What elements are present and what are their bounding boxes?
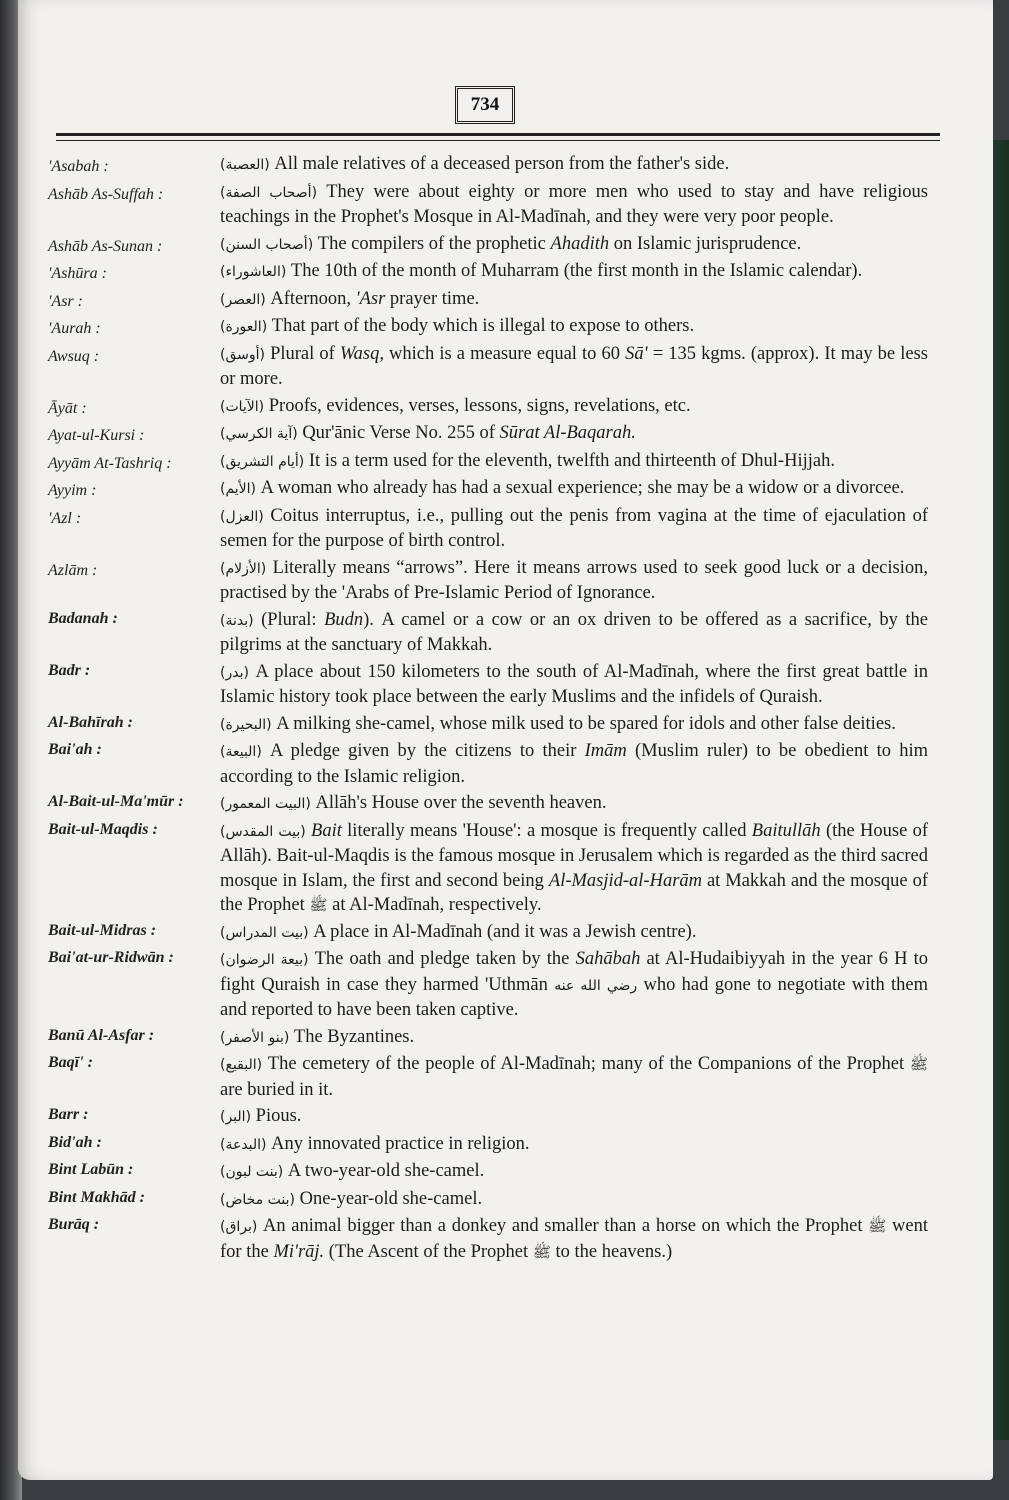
glossary-definition bbox=[220, 920, 928, 946]
glossary-term: Bai'at-ur-Ridwān : bbox=[48, 949, 174, 966]
glossary-definition bbox=[220, 259, 928, 285]
glossary-entry bbox=[48, 556, 928, 606]
glossary-term: Awsuq : bbox=[48, 347, 100, 365]
glossary-entry bbox=[48, 660, 928, 710]
definition-text: at Al-Hudaibiyyah in the year 6 H to fight Quraish in case they harmed 'Uthmān bbox=[220, 949, 928, 995]
glossary-term: 'Asr : bbox=[48, 292, 83, 310]
glossary-definition bbox=[220, 1104, 928, 1130]
definition-text: which is a measure equal to 60 bbox=[383, 343, 626, 364]
header-rule-thin bbox=[56, 140, 940, 141]
glossary-term: 'Ashūra : bbox=[48, 265, 107, 282]
glossary-term: Al-Bahīrah : bbox=[48, 713, 133, 731]
glossary-entry bbox=[48, 791, 928, 817]
definition-text: Qur'ānic Verse No. 255 of bbox=[297, 423, 500, 443]
glossary-definition bbox=[220, 819, 928, 918]
definition-text: (the House of Allāh). Bait-ul-Maqdis is the famous mosque in Jerusalem which is regarded as the third sacred mosque in Islam, the first and second being bbox=[220, 820, 928, 891]
definition-text: They were about eighty or more men who used to stay and have religious teachings in the Prophet's Mosque in Al-Madīnah, and they were very poor people. bbox=[220, 181, 928, 227]
italic-text: Budn bbox=[324, 609, 364, 630]
glossary-entry bbox=[48, 152, 928, 178]
glossary-term: Azlām : bbox=[48, 561, 98, 579]
arabic-text: (آية الكرسي) bbox=[220, 426, 298, 442]
arabic-text: (أيام التشريق) bbox=[220, 453, 305, 470]
definition-text: at Makkah and the mosque of the Prophet bbox=[220, 870, 928, 915]
glossary-definition bbox=[220, 394, 928, 420]
definition-text: went for the bbox=[220, 1216, 928, 1262]
glossary-definition bbox=[220, 504, 928, 554]
glossary-entry bbox=[48, 287, 928, 313]
definition-text: A place in Al-Madīnah (and it was a Jewish centre). bbox=[308, 921, 697, 942]
definition-text: An animal bigger than a donkey and smaller than a horse on which the Prophet bbox=[257, 1216, 869, 1236]
glossary-entry bbox=[48, 449, 928, 475]
definition-text: A place about 150 kilometers to the south of Al-Madīnah, where the first great battle in Islamic history took place between the early Muslims and the infidels of Quraish. bbox=[220, 661, 928, 707]
glossary-entry bbox=[48, 920, 928, 946]
glossary-term: Badr : bbox=[48, 661, 91, 679]
definition-text: who had gone to negotiate with them and reported to have been taken captive. bbox=[220, 974, 928, 1020]
definition-text: Afternoon, bbox=[265, 288, 356, 309]
glossary-definition bbox=[220, 608, 928, 658]
definition-text: A woman who already has had a sexual experience; she may be a widow or a divorcee. bbox=[256, 478, 905, 498]
glossary-term: 'Azl : bbox=[48, 509, 82, 527]
glossary-term: Ayyim : bbox=[48, 482, 97, 499]
arabic-text: (البيت المعمور) bbox=[220, 796, 311, 812]
glossary-definition bbox=[220, 947, 928, 1023]
arabic-text: (بيعة الرضوان) bbox=[220, 952, 309, 968]
glossary-definition bbox=[220, 476, 928, 502]
glossary-term: Al-Bait-ul-Ma'mūr : bbox=[48, 793, 184, 810]
glossary-definition bbox=[220, 421, 928, 447]
definition-text: Any innovated practice in religion. bbox=[266, 1133, 530, 1154]
definition-text: (Plural: bbox=[253, 609, 325, 630]
definition-text: Literally means “arrows”. Here it means arrows used to seek good luck or a decision, practised by the 'Arabs of Pre-Islamic Period of Ignorance. bbox=[220, 557, 928, 603]
definition-text: The compilers of the prophetic bbox=[313, 233, 551, 254]
glossary-definition bbox=[220, 449, 928, 475]
italic-text: Wasq, bbox=[339, 343, 384, 364]
glossary-definition bbox=[220, 1052, 928, 1102]
glossary-definition bbox=[220, 180, 928, 230]
italic-text: Mi'rāj. bbox=[273, 1241, 325, 1262]
glossary-entry bbox=[48, 739, 928, 789]
definition-text: on Islamic jurisprudence. bbox=[609, 233, 802, 254]
italic-text: Sūrat Al-Baqarah. bbox=[499, 423, 636, 443]
glossary-definition bbox=[220, 152, 928, 178]
glossary-definition bbox=[220, 712, 928, 738]
definition-text: Proofs, evidences, verses, lessons, signs, revelations, etc. bbox=[264, 395, 691, 416]
definition-text: One-year-old she-camel. bbox=[294, 1188, 483, 1209]
glossary-entry bbox=[48, 259, 928, 285]
glossary-term: Bid'ah : bbox=[48, 1133, 102, 1151]
arabic-text: (البيعة) bbox=[220, 744, 262, 760]
definition-text: That part of the body which is illegal to expose to others. bbox=[267, 316, 695, 336]
glossary-term: 'Asabah : bbox=[48, 158, 109, 175]
definition-text: Plural of bbox=[264, 343, 340, 364]
glossary-entry bbox=[48, 1187, 928, 1213]
glossary-entry bbox=[48, 314, 928, 340]
glossary-term: Ashāb As-Sunan : bbox=[48, 237, 163, 255]
definition-text: literally means 'House': a mosque is frequently called bbox=[341, 820, 752, 841]
page-number: 734 bbox=[455, 86, 515, 124]
definition-text: The 10th of the month of Muharram (the first month in the Islamic calendar). bbox=[286, 261, 863, 281]
glossary-term: Badanah : bbox=[48, 609, 118, 627]
definition-text: All male relatives of a deceased person from the father's side. bbox=[269, 154, 730, 174]
definition-text: to the heavens.) bbox=[550, 1241, 673, 1262]
salutation-symbol: ﷺ bbox=[309, 896, 328, 914]
arabic-text: (البر) bbox=[220, 1109, 252, 1125]
arabic-text: (بنو الأصفر) bbox=[220, 1029, 290, 1046]
glossary-term: Ayyām At-Tashriq : bbox=[48, 454, 172, 472]
salutation-symbol: ﷺ bbox=[909, 1055, 928, 1073]
glossary-definition bbox=[220, 287, 928, 313]
arabic-text: (بدنة) bbox=[220, 612, 254, 629]
glossary-definition bbox=[220, 1025, 928, 1051]
glossary-entry bbox=[48, 1214, 928, 1264]
definition-text: A two-year-old she-camel. bbox=[283, 1161, 485, 1181]
glossary-term: Ashāb As-Suffah : bbox=[48, 185, 164, 203]
arabic-text: (البحيرة) bbox=[220, 716, 272, 733]
glossary-term: 'Aurah : bbox=[48, 320, 101, 337]
definition-text: It is a term used for the eleventh, twelfth and thirteenth of Dhul-Hijjah. bbox=[304, 450, 835, 471]
definition-text: at Al-Madīnah, respectively. bbox=[327, 895, 542, 915]
glossary-entry bbox=[48, 476, 928, 502]
arabic-text: (الآيات) bbox=[220, 398, 265, 415]
glossary-entry bbox=[48, 504, 928, 554]
glossary-definition bbox=[220, 232, 928, 258]
glossary-entry bbox=[48, 608, 928, 658]
arabic-text: (أوسق) bbox=[220, 346, 265, 363]
glossary-term: Baqī' : bbox=[48, 1054, 93, 1071]
glossary-entry bbox=[48, 342, 928, 392]
glossary-definition bbox=[220, 1132, 928, 1158]
definition-text: A pledge given by the citizens to their bbox=[261, 741, 585, 761]
glossary-term: Āyāt : bbox=[48, 399, 87, 417]
glossary-definition bbox=[220, 342, 928, 392]
italic-text: Imām bbox=[584, 741, 627, 761]
definition-text: ). A camel or a cow or an ox driven to be offered as a sacrifice, by the pilgrims at the sanctuary of Makkah. bbox=[220, 609, 928, 655]
glossary-entry bbox=[48, 947, 928, 1023]
italic-text: Baitullāh bbox=[751, 820, 821, 841]
definition-text: A milking she-camel, whose milk used to be spared for idols and other false deities. bbox=[271, 713, 896, 734]
glossary-definition bbox=[220, 314, 928, 340]
arabic-text: (العصبة) bbox=[220, 157, 270, 173]
glossary-definition bbox=[220, 1159, 928, 1185]
arabic-text: (بيت المقدس) bbox=[220, 823, 306, 840]
italic-text: 'Asr bbox=[355, 288, 386, 309]
arabic-text: (الأيم) bbox=[220, 481, 257, 497]
arabic-text: (البقيع) bbox=[220, 1057, 263, 1073]
arabic-text: (أصحاب الصفة) bbox=[220, 184, 318, 201]
salutation-symbol: ﷺ bbox=[868, 1217, 887, 1235]
definition-text: The oath and pledge taken by the bbox=[308, 949, 576, 969]
arabic-text: (البدعة) bbox=[220, 1136, 267, 1153]
arabic-text: (بنت مخاض) bbox=[220, 1191, 295, 1208]
arabic-text: (أصحاب السنن) bbox=[220, 236, 314, 253]
glossary-term: Bint Labūn : bbox=[48, 1161, 134, 1178]
italic-text: Bait bbox=[311, 820, 342, 841]
definition-text: (Muslim ruler) to be obedient to him according to the Islamic religion. bbox=[220, 741, 928, 787]
glossary-entry bbox=[48, 1159, 928, 1185]
glossary-definition bbox=[220, 791, 928, 817]
glossary-term: Bait-ul-Midras : bbox=[48, 921, 157, 939]
definition-text: (The Ascent of the Prophet bbox=[324, 1241, 533, 1262]
arabic-text: رضي الله عنه bbox=[554, 977, 638, 994]
glossary-term: Bait-ul-Maqdis : bbox=[48, 820, 158, 838]
glossary-entry bbox=[48, 421, 928, 447]
glossary-list bbox=[48, 152, 928, 1266]
definition-text: prayer time. bbox=[385, 288, 480, 309]
italic-text: Al-Masjid-al-Harām bbox=[548, 870, 703, 891]
glossary-entry bbox=[48, 232, 928, 258]
arabic-text: (بنت لبون) bbox=[220, 1164, 284, 1180]
book-cover-edge bbox=[991, 140, 1009, 1440]
arabic-text: (بدر) bbox=[220, 664, 249, 681]
arabic-text: (الأزلام) bbox=[220, 560, 267, 577]
glossary-definition bbox=[220, 1187, 928, 1213]
book-page bbox=[18, 0, 993, 1480]
definition-text: The cemetery of the people of Al-Madīnah; many of the Companions of the Prophet bbox=[262, 1054, 910, 1074]
arabic-text: (العزل) bbox=[220, 508, 264, 525]
glossary-entry bbox=[48, 819, 928, 918]
glossary-definition bbox=[220, 660, 928, 710]
arabic-text: (بيت المدراس) bbox=[220, 924, 309, 941]
definition-text: = 135 kgms. (approx). It may be less or more. bbox=[220, 343, 928, 389]
glossary-term: Bint Makhād : bbox=[48, 1188, 145, 1206]
definition-text: Pious. bbox=[251, 1106, 302, 1126]
glossary-term: Bai'ah : bbox=[48, 741, 102, 758]
glossary-term: Burāq : bbox=[48, 1216, 100, 1233]
definition-text: are buried in it. bbox=[220, 1079, 334, 1100]
glossary-term: Ayat-ul-Kursi : bbox=[48, 427, 145, 444]
italic-text: Ahadith bbox=[550, 233, 610, 254]
glossary-entry bbox=[48, 1104, 928, 1130]
italic-text: Sā' bbox=[625, 343, 648, 364]
arabic-text: (براق) bbox=[220, 1219, 258, 1235]
definition-text: The Byzantines. bbox=[289, 1026, 415, 1047]
glossary-entry bbox=[48, 394, 928, 420]
glossary-entry bbox=[48, 180, 928, 230]
glossary-entry bbox=[48, 1025, 928, 1051]
italic-text: Sahābah bbox=[575, 949, 641, 969]
glossary-entry bbox=[48, 1052, 928, 1102]
definition-text: Coitus interruptus, i.e., pulling out the penis from vagina at the time of ejaculation of semen for the purpose of birth control. bbox=[220, 505, 928, 551]
glossary-term: Barr : bbox=[48, 1106, 89, 1123]
arabic-text: (العصر) bbox=[220, 291, 266, 308]
glossary-definition bbox=[220, 739, 928, 789]
glossary-entry bbox=[48, 1132, 928, 1158]
header-rule bbox=[56, 133, 940, 136]
salutation-symbol: ﷺ bbox=[532, 1242, 551, 1261]
glossary-term: Banū Al-Asfar : bbox=[48, 1026, 155, 1044]
arabic-text: (العورة) bbox=[220, 319, 268, 335]
glossary-definition bbox=[220, 556, 928, 606]
arabic-text: (العاشوراء) bbox=[220, 264, 287, 280]
definition-text: Allāh's House over the seventh heaven. bbox=[310, 793, 607, 813]
glossary-definition bbox=[220, 1214, 928, 1264]
glossary-entry bbox=[48, 712, 928, 738]
